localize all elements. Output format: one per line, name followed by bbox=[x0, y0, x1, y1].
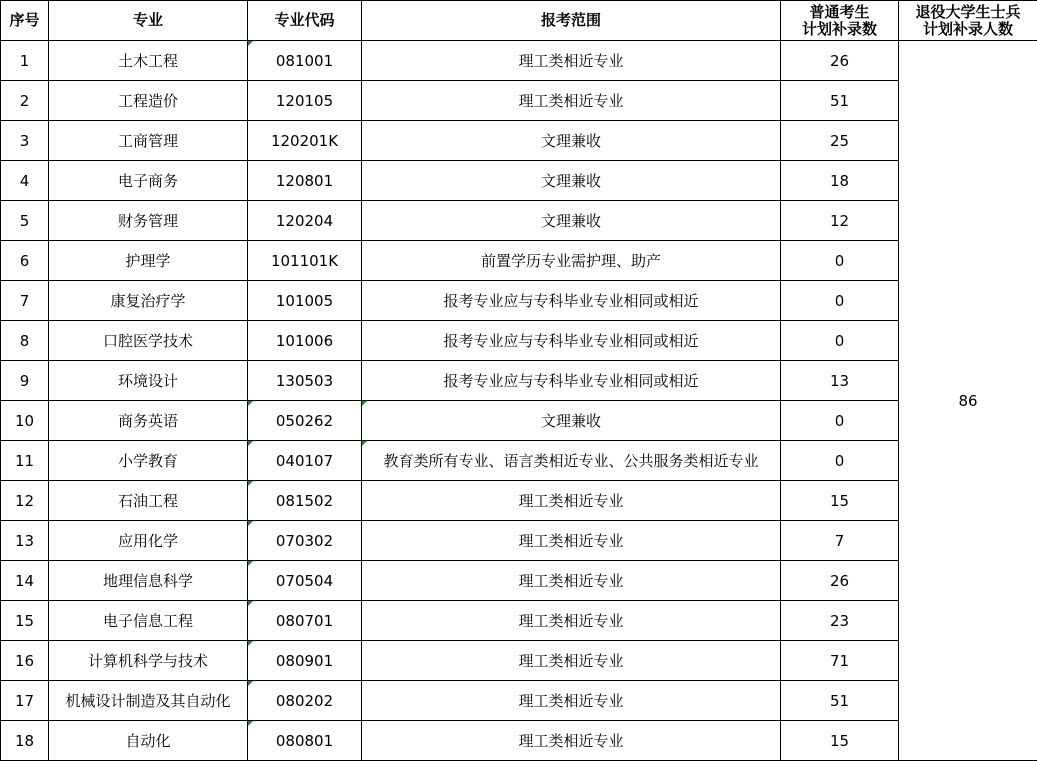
cell-major: 石油工程 bbox=[49, 481, 248, 521]
cell-general: 0 bbox=[781, 281, 899, 321]
cell-general: 23 bbox=[781, 601, 899, 641]
cell-seq: 4 bbox=[1, 161, 49, 201]
cell-major: 工程造价 bbox=[49, 81, 248, 121]
cell-seq: 10 bbox=[1, 401, 49, 441]
table-row bbox=[1, 641, 1037, 681]
header-veteran-line2: 计划补录人数 bbox=[922, 19, 1013, 38]
cell-seq: 1 bbox=[1, 41, 49, 81]
cell-major: 机械设计制造及其自动化 bbox=[49, 681, 248, 721]
cell-scope: 前置学历专业需护理、助产 bbox=[362, 241, 781, 281]
cell-scope: 理工类相近专业 bbox=[362, 681, 781, 721]
table-row bbox=[1, 601, 1037, 641]
cell-scope: 理工类相近专业 bbox=[362, 561, 781, 601]
cell-scope: 理工类相近专业 bbox=[362, 41, 781, 81]
table-row bbox=[1, 41, 1037, 81]
table-body bbox=[1, 41, 1037, 761]
cell-veteran-total: 86 bbox=[899, 41, 1037, 761]
cell-seq: 13 bbox=[1, 521, 49, 561]
header-code: 专业代码 bbox=[248, 1, 362, 41]
table-row bbox=[1, 681, 1037, 721]
cell-code: 130503 bbox=[248, 361, 362, 401]
cell-scope: 理工类相近专业 bbox=[362, 81, 781, 121]
cell-general: 13 bbox=[781, 361, 899, 401]
cell-general: 15 bbox=[781, 721, 899, 761]
cell-major: 护理学 bbox=[49, 241, 248, 281]
cell-general: 26 bbox=[781, 41, 899, 81]
cell-general: 51 bbox=[781, 681, 899, 721]
cell-major: 电子商务 bbox=[49, 161, 248, 201]
cell-scope: 文理兼收 bbox=[362, 161, 781, 201]
table-row bbox=[1, 361, 1037, 401]
cell-general: 0 bbox=[781, 401, 899, 441]
cell-general: 25 bbox=[781, 121, 899, 161]
table-row bbox=[1, 161, 1037, 201]
cell-major: 自动化 bbox=[49, 721, 248, 761]
cell-seq: 12 bbox=[1, 481, 49, 521]
cell-major: 地理信息科学 bbox=[49, 561, 248, 601]
header-veteran-line1: 退役大学生士兵 bbox=[915, 2, 1021, 21]
cell-major: 电子信息工程 bbox=[49, 601, 248, 641]
cell-general: 0 bbox=[781, 441, 899, 481]
cell-code: 080701 bbox=[248, 601, 362, 641]
cell-code: 070302 bbox=[248, 521, 362, 561]
table-row bbox=[1, 281, 1037, 321]
cell-code: 080801 bbox=[248, 721, 362, 761]
table-row bbox=[1, 481, 1037, 521]
cell-code: 050262 bbox=[248, 401, 362, 441]
cell-scope: 报考专业应与专科毕业专业相同或相近 bbox=[362, 361, 781, 401]
cell-scope: 文理兼收 bbox=[362, 201, 781, 241]
header-row bbox=[1, 1, 1037, 41]
cell-general: 7 bbox=[781, 521, 899, 561]
cell-seq: 18 bbox=[1, 721, 49, 761]
cell-general: 12 bbox=[781, 201, 899, 241]
cell-code: 120204 bbox=[248, 201, 362, 241]
cell-seq: 7 bbox=[1, 281, 49, 321]
cell-scope: 理工类相近专业 bbox=[362, 521, 781, 561]
cell-major: 环境设计 bbox=[49, 361, 248, 401]
cell-major: 康复治疗学 bbox=[49, 281, 248, 321]
cell-general: 26 bbox=[781, 561, 899, 601]
cell-code: 080202 bbox=[248, 681, 362, 721]
cell-seq: 6 bbox=[1, 241, 49, 281]
header-general-line2: 计划补录数 bbox=[801, 19, 877, 38]
cell-code: 070504 bbox=[248, 561, 362, 601]
cell-general: 15 bbox=[781, 481, 899, 521]
cell-code: 120105 bbox=[248, 81, 362, 121]
header-scope: 报考范围 bbox=[362, 1, 781, 41]
table-row bbox=[1, 561, 1037, 601]
header-general-line1: 普通考生 bbox=[809, 2, 870, 21]
cell-seq: 8 bbox=[1, 321, 49, 361]
cell-scope: 理工类相近专业 bbox=[362, 721, 781, 761]
cell-major: 工商管理 bbox=[49, 121, 248, 161]
cell-general: 18 bbox=[781, 161, 899, 201]
cell-scope: 理工类相近专业 bbox=[362, 481, 781, 521]
table-row bbox=[1, 241, 1037, 281]
table-row bbox=[1, 121, 1037, 161]
cell-seq: 3 bbox=[1, 121, 49, 161]
table-row bbox=[1, 201, 1037, 241]
cell-scope: 教育类所有专业、语言类相近专业、公共服务类相近专业 bbox=[362, 441, 781, 481]
cell-scope: 报考专业应与专科毕业专业相同或相近 bbox=[362, 281, 781, 321]
cell-scope: 报考专业应与专科毕业专业相同或相近 bbox=[362, 321, 781, 361]
table-row bbox=[1, 721, 1037, 761]
cell-major: 土木工程 bbox=[49, 41, 248, 81]
cell-seq: 15 bbox=[1, 601, 49, 641]
cell-code: 101101K bbox=[248, 241, 362, 281]
cell-seq: 9 bbox=[1, 361, 49, 401]
cell-seq: 11 bbox=[1, 441, 49, 481]
cell-seq: 2 bbox=[1, 81, 49, 121]
cell-code: 080901 bbox=[248, 641, 362, 681]
cell-general: 71 bbox=[781, 641, 899, 681]
cell-code: 081502 bbox=[248, 481, 362, 521]
cell-seq: 16 bbox=[1, 641, 49, 681]
cell-code: 120801 bbox=[248, 161, 362, 201]
table-row bbox=[1, 401, 1037, 441]
cell-major: 小学教育 bbox=[49, 441, 248, 481]
cell-scope: 文理兼收 bbox=[362, 401, 781, 441]
cell-general: 51 bbox=[781, 81, 899, 121]
table-row bbox=[1, 321, 1037, 361]
header-general bbox=[781, 1, 899, 41]
cell-scope: 文理兼收 bbox=[362, 121, 781, 161]
cell-code: 081001 bbox=[248, 41, 362, 81]
cell-code: 101006 bbox=[248, 321, 362, 361]
table-row bbox=[1, 521, 1037, 561]
header-veteran bbox=[899, 1, 1037, 41]
table-row bbox=[1, 81, 1037, 121]
cell-major: 商务英语 bbox=[49, 401, 248, 441]
cell-scope: 理工类相近专业 bbox=[362, 601, 781, 641]
cell-code: 120201K bbox=[248, 121, 362, 161]
cell-major: 应用化学 bbox=[49, 521, 248, 561]
cell-code: 101005 bbox=[248, 281, 362, 321]
cell-scope: 理工类相近专业 bbox=[362, 641, 781, 681]
table-row bbox=[1, 441, 1037, 481]
cell-seq: 5 bbox=[1, 201, 49, 241]
cell-major: 财务管理 bbox=[49, 201, 248, 241]
cell-general: 0 bbox=[781, 321, 899, 361]
cell-major: 口腔医学技术 bbox=[49, 321, 248, 361]
cell-seq: 17 bbox=[1, 681, 49, 721]
cell-code: 040107 bbox=[248, 441, 362, 481]
cell-major: 计算机科学与技术 bbox=[49, 641, 248, 681]
cell-general: 0 bbox=[781, 241, 899, 281]
cell-seq: 14 bbox=[1, 561, 49, 601]
header-major: 专业 bbox=[49, 1, 248, 41]
header-seq: 序号 bbox=[1, 1, 49, 41]
